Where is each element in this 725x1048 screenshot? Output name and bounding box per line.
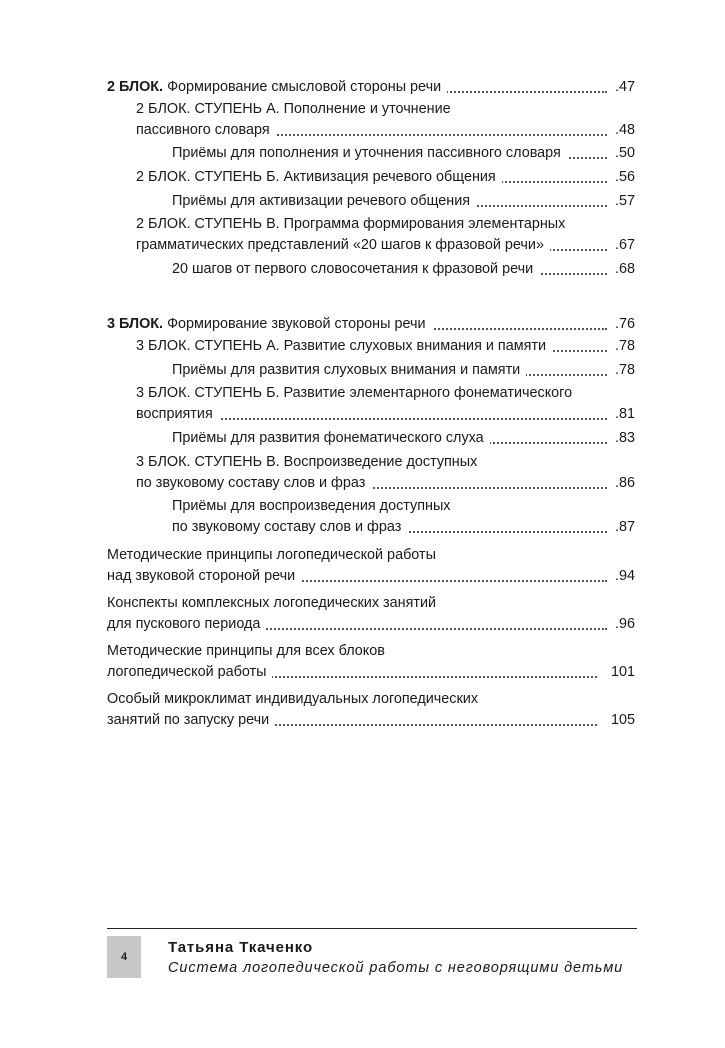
entry-title: 3 БЛОК. СТУПЕНЬ А. Развитие слуховых внимания и памяти bbox=[136, 338, 552, 354]
page-number: 96 bbox=[618, 616, 635, 632]
entry-title: Приёмы для воспроизведения доступных bbox=[172, 498, 457, 514]
entry-title-cont: для пускового периода bbox=[107, 616, 266, 632]
page-number: 83 bbox=[618, 430, 635, 446]
toc-entry[interactable] bbox=[107, 641, 635, 683]
page-number: 86 bbox=[618, 475, 635, 491]
entry-title-cont: по звуковому составу слов и фраз bbox=[172, 519, 407, 535]
toc-entry[interactable]: 2 БЛОК. СТУПЕНЬ В. Программа формирования элементарных грамматических представлений «20 шагов к фразовой речи» .67 bbox=[136, 214, 635, 256]
entry-title: Приёмы для пополнения и уточнения пассивного словаря bbox=[172, 145, 567, 161]
author-name: Татьяна Ткаченко bbox=[168, 939, 314, 956]
toc-entry[interactable]: 2 БЛОК. СТУПЕНЬ А. Пополнение и уточнение пассивного словаря .48 bbox=[136, 99, 635, 141]
entry-title-cont: по звуковому составу слов и фраз bbox=[136, 475, 371, 491]
toc-entry[interactable]: Конспекты комплексных логопедических занятий для пускового периода .96 bbox=[107, 593, 635, 635]
entry-title: 3 БЛОК. СТУПЕНЬ В. Воспроизведение доступных bbox=[136, 454, 483, 470]
entry-title: Приёмы для развития слуховых внимания и памяти bbox=[172, 362, 526, 378]
toc-entry[interactable] bbox=[107, 689, 635, 731]
book-title: Система логопедической работы с неговорящими детьми bbox=[168, 960, 624, 976]
entry-title-cont: восприятия bbox=[136, 406, 219, 422]
page-number: 57 bbox=[618, 193, 635, 209]
entry-title-cont: логопедической работы bbox=[107, 664, 272, 680]
page-number: 56 bbox=[618, 169, 635, 185]
toc-entry[interactable]: 3 БЛОК. СТУПЕНЬ А. Развитие слуховых внимания и памяти .78 bbox=[136, 336, 635, 357]
page-number: 67 bbox=[618, 237, 635, 253]
entry-title-cont: над звуковой стороной речи bbox=[107, 568, 301, 584]
page-number: 68 bbox=[618, 261, 635, 277]
page-number: 94 bbox=[618, 568, 635, 584]
entry-title: 20 шагов от первого словосочетания к фразовой речи bbox=[172, 261, 539, 277]
toc-entry[interactable]: 2 БЛОК. Формирование смысловой стороны речи .47 bbox=[107, 77, 635, 98]
footer-divider bbox=[107, 928, 637, 929]
toc-entry[interactable]: Приёмы для развития фонематического слуха .83 bbox=[172, 428, 635, 449]
page-number: 78 bbox=[618, 362, 635, 378]
entry-title: 2 БЛОК. СТУПЕНЬ В. Программа формирования элементарных bbox=[136, 216, 571, 232]
toc-entry[interactable]: Приёмы для активизации речевого общения .57 bbox=[172, 191, 635, 212]
page-number: 47 bbox=[618, 79, 635, 95]
entry-title-cont: пассивного словаря bbox=[136, 122, 276, 138]
toc-entry[interactable]: Приёмы для пополнения и уточнения пассивного словаря .50 bbox=[172, 143, 635, 164]
entry-title-cont: занятий по запуску речи bbox=[107, 712, 275, 728]
toc-entry[interactable]: 3 БЛОК. СТУПЕНЬ В. Воспроизведение доступных по звуковому составу слов и фраз .86 bbox=[136, 452, 635, 494]
page-number: 87 bbox=[618, 519, 635, 535]
entry-title: Формирование смысловой стороны речи bbox=[167, 79, 442, 95]
page-number: 81 bbox=[618, 406, 635, 422]
block-label: 2 БЛОК. bbox=[107, 79, 164, 95]
toc-entry[interactable]: Приёмы для развития слуховых внимания и памяти .78 bbox=[172, 360, 635, 381]
toc-entry[interactable]: 3 БЛОК. Формирование звуковой стороны речи .76 bbox=[107, 314, 635, 335]
page-number-box bbox=[107, 936, 141, 978]
page-number: 48 bbox=[618, 122, 635, 138]
entry-title-cont: грамматических представлений «20 шагов к фразовой речи» bbox=[136, 237, 550, 253]
entry-title: Приёмы для активизации речевого общения bbox=[172, 193, 476, 209]
toc-entry[interactable]: 3 БЛОК. СТУПЕНЬ Б. Развитие элементарного фонематического восприятия .81 bbox=[136, 383, 635, 425]
toc-entry[interactable]: 20 шагов от первого словосочетания к фразовой речи .68 bbox=[172, 259, 635, 280]
toc-entry[interactable]: Методические принципы логопедической работы над звуковой стороной речи .94 bbox=[107, 545, 635, 587]
block-label: 3 БЛОК. bbox=[107, 316, 164, 332]
entry-title: 2 БЛОК. СТУПЕНЬ А. Пополнение и уточнение bbox=[136, 101, 457, 117]
page-number: 101 bbox=[610, 664, 635, 680]
entry-title: 2 БЛОК. СТУПЕНЬ Б. Активизация речевого общения bbox=[136, 169, 502, 185]
page-number: 105 bbox=[610, 712, 635, 728]
entry-title: Особый микроклимат индивидуальных логопедических bbox=[107, 691, 484, 707]
folio: 4 bbox=[120, 951, 128, 963]
toc-entry[interactable]: Приёмы для воспроизведения доступных по звуковому составу слов и фраз .87 bbox=[172, 496, 635, 538]
page-number: 76 bbox=[618, 316, 635, 332]
entry-title: Методические принципы логопедической работы bbox=[107, 547, 442, 563]
page-number: 50 bbox=[618, 145, 635, 161]
entry-title: Методические принципы для всех блоков bbox=[107, 643, 391, 659]
entry-title: Формирование звуковой стороны речи bbox=[167, 316, 426, 332]
entry-title: 3 БЛОК. СТУПЕНЬ Б. Развитие элементарного фонематического bbox=[136, 385, 578, 401]
toc-entry[interactable]: 2 БЛОК. СТУПЕНЬ Б. Активизация речевого общения .56 bbox=[136, 167, 635, 188]
entry-title: Конспекты комплексных логопедических занятий bbox=[107, 595, 442, 611]
entry-title: Приёмы для развития фонематического слуха bbox=[172, 430, 490, 446]
page-number: 78 bbox=[618, 338, 635, 354]
